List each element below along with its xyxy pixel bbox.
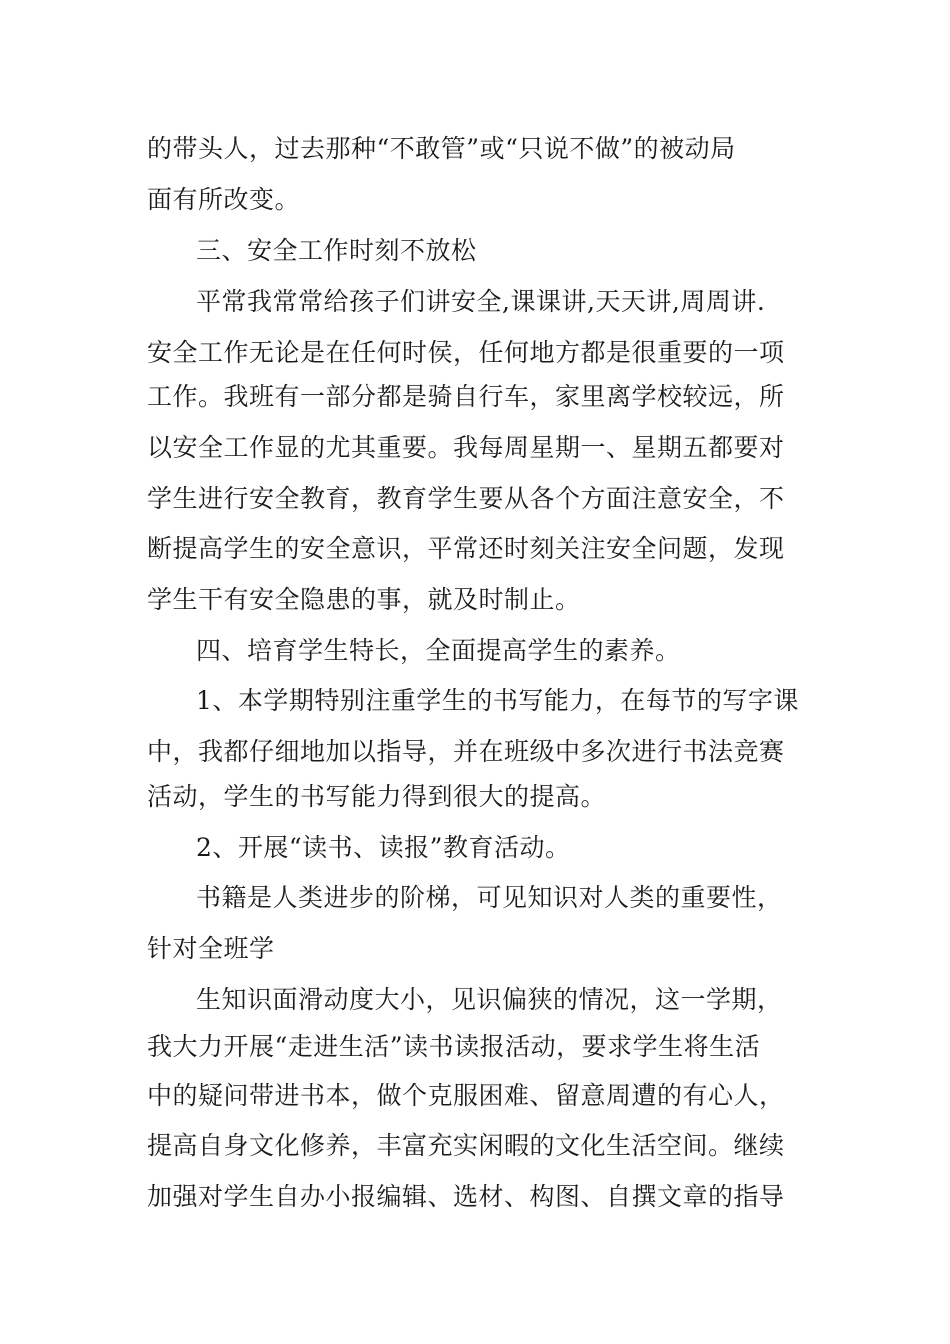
text-line: 加强对学生自办小报编辑、选材、构图、自撰文章的指导 xyxy=(147,1182,785,1211)
text-line: 平常我常常给孩子们讲安全,课课讲,天天讲,周周讲. xyxy=(196,287,766,316)
text-line: 断提高学生的安全意识，平常还时刻关注安全问题，发现 xyxy=(147,534,785,563)
text-line: 1、本学期特别注重学生的书写能力，在每节的写字课 xyxy=(196,686,799,715)
text-line: 针对全班学 xyxy=(147,934,275,963)
text-line: 学生进行安全教育，教育学生要从各个方面注意安全，不 xyxy=(147,484,785,513)
text-line: 我大力开展“走进生活”读书读报活动，要求学生将生活 xyxy=(147,1032,761,1061)
section-heading: 四、培育学生特长，全面提高学生的素养。 xyxy=(196,636,681,665)
text-line: 安全工作无论是在任何时侯，任何地方都是很重要的一项 xyxy=(147,338,785,367)
text-line: 2、开展“读书、读报”教育活动。 xyxy=(196,833,571,862)
text-line: 的带头人，过去那种“不敢管”或“只说不做”的被动局 xyxy=(147,134,736,163)
text-line: 学生干有安全隐患的事，就及时制止。 xyxy=(147,585,581,614)
text-line: 生知识面滑动度大小，见识偏狭的情况，这一学期， xyxy=(196,985,783,1014)
text-line: 以安全工作显的尤其重要。我每周星期一、星期五都要对 xyxy=(147,433,785,462)
text-line: 工作。我班有一部分都是骑自行车，家里离学校较远，所 xyxy=(147,382,785,411)
text-line: 中，我都仔细地加以指导，并在班级中多次进行书法竞赛 xyxy=(147,737,785,766)
text-line: 书籍是人类进步的阶梯，可见知识对人类的重要性， xyxy=(196,883,783,912)
text-line: 面有所改变。 xyxy=(147,185,301,214)
section-heading: 三、安全工作时刻不放松 xyxy=(196,236,477,265)
text-line: 活动，学生的书写能力得到很大的提高。 xyxy=(147,782,607,811)
text-line: 提高自身文化修养，丰富充实闲暇的文化生活空间。继续 xyxy=(147,1131,785,1160)
text-line: 中的疑问带进书本，做个克服困难、留意周遭的有心人， xyxy=(147,1081,785,1110)
